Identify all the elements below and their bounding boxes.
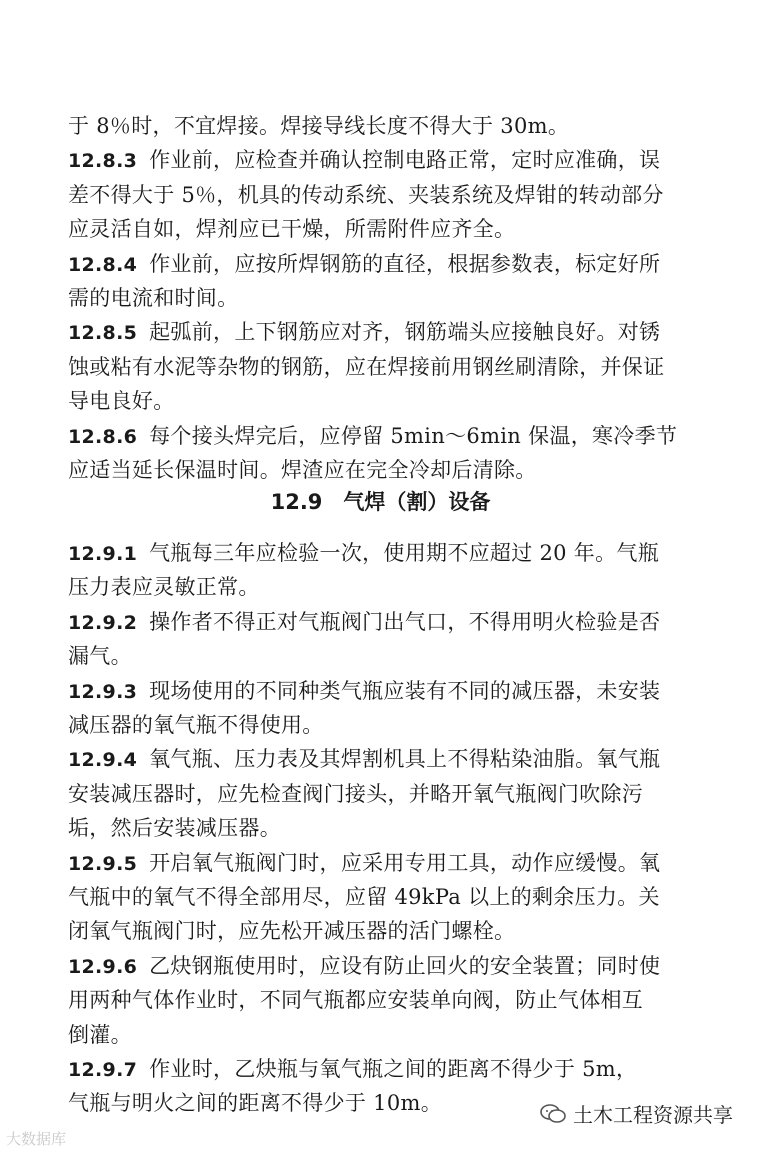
clause-text: 压力表应灵敏正常。 [68,575,260,600]
clause-text: 气瓶中的氧气不得全部用尽，应留 49kPa 以上的剩余压力。关 [68,885,660,909]
wechat-icon [539,1102,567,1126]
text-line [68,455,708,485]
clause-text: 气瓶与明火之间的距离不得少于 10m。 [68,1091,443,1116]
watermark-left-text: 大数据库 [6,1130,67,1148]
text-line [68,111,708,141]
text-line [68,538,708,569]
clause-text: 于 8％时，不宜焊接。焊接导线长度不得大于 30m。 [68,114,570,138]
clause-number: 12.9.7 [68,1059,138,1081]
clause-number: 12.9.5 [68,852,138,875]
text-line [68,813,708,843]
clause-number: 12.9.6 [68,955,138,978]
watermark-right [539,1099,733,1128]
clause-text: 氧气瓶、压力表及其焊割机具上不得粘染油脂。氧气瓶 [149,747,661,772]
clause-text: 闭氧气瓶阀门时，应先松开减压器的活门螺栓。 [68,919,516,944]
text-line [68,641,708,671]
clause-text: 开启氧气瓶阀门时，应采用专用工具，动作应缓慢。氧 [149,850,661,875]
clause-number: 12.8.6 [68,425,138,448]
clause-text: 应适当延长保温时间。焊渣应在完全冷却后清除。 [68,458,537,482]
clause-text: 需的电流和时间。 [68,286,239,310]
clause-number: 12.9.4 [68,749,138,772]
clause-text: 应灵活自如，焊剂应已干燥，所需附件应齐全。 [68,217,516,242]
clause-text: 垢，然后安装减压器。 [68,816,281,841]
section-heading-12-9: 12.9 气焊（割）设备 [270,490,491,514]
clause-number: 12.8.5 [68,322,138,345]
text-line [68,421,708,452]
clause-text: 每个接头焊完后，应停留 5min～6min 保温，寒冷季节 [149,423,678,448]
clause-text: 倒灌。 [68,1022,132,1047]
clause-text: 导电良好。 [68,389,175,414]
text-line [68,352,708,382]
text-line [68,145,708,176]
text-line [68,1054,708,1085]
clause-text: 漏气。 [68,644,132,669]
clause-text: 操作者不得正对气瓶阀门出气口，不得用明火检验是否 [149,609,661,634]
clause-text: 作业前，应检查并确认控制电路正常，定时应准确，误 [149,148,661,173]
text-line [68,180,708,210]
clause-text: 差不得大于 5％，机具的传动系统、夹装系统及焊钳的转动部分 [68,182,664,207]
clause-text: 用两种气体作业时，不同气瓶都应安装单向阀，防止气体相互 [68,988,644,1013]
clause-text: 安装减压器时，应先检查阀门接头，并略开氧气瓶阀门吹除污 [68,781,644,806]
clause-text: 蚀或粘有水泥等杂物的钢筋，应在焊接前用钢丝刷清除，并保证 [68,354,665,379]
clause-text: 减压器的氧气瓶不得使用。 [68,713,324,737]
text-line [68,283,708,313]
clause-number: 12.8.4 [68,253,138,276]
text-line [68,386,708,416]
text-line [68,882,708,912]
text-line [68,249,708,280]
text-line [68,607,708,638]
text-line [68,1020,708,1050]
text-line [68,676,708,707]
clause-text: 作业时，乙炔瓶与氧气瓶之间的距离不得少于 5m， [149,1057,638,1081]
watermark-right-text: 土木工程资源共享 [573,1103,733,1127]
text-line [68,916,708,946]
watermark-left [6,1128,66,1149]
clause-text: 作业前，应按所焊钢筋的直径，根据参数表，标定好所 [149,251,661,276]
text-line [68,710,708,740]
clause-text: 乙炔钢瓶使用时，应设有防止回火的安全装置；同时使 [149,953,661,978]
clause-number: 12.9.1 [68,543,138,565]
clause-text: 现场使用的不同种类气瓶应装有不同的减压器，未安装 [149,678,661,703]
clause-number: 12.8.3 [68,150,138,173]
text-line [68,572,708,602]
clause-text: 起弧前，上下钢筋应对齐，钢筋端头应接触良好。对锈 [149,320,661,345]
text-line [68,214,708,244]
text-line [68,744,708,775]
clause-number: 12.9.2 [68,611,138,634]
text-line [68,985,708,1015]
text-line [68,848,708,879]
text-line [68,779,708,809]
clause-number: 12.9.3 [68,680,138,703]
text-line [68,951,708,982]
text-line [68,317,708,348]
clause-text: 气瓶每三年应检验一次，使用期不应超过 20 年。气瓶 [149,541,659,565]
